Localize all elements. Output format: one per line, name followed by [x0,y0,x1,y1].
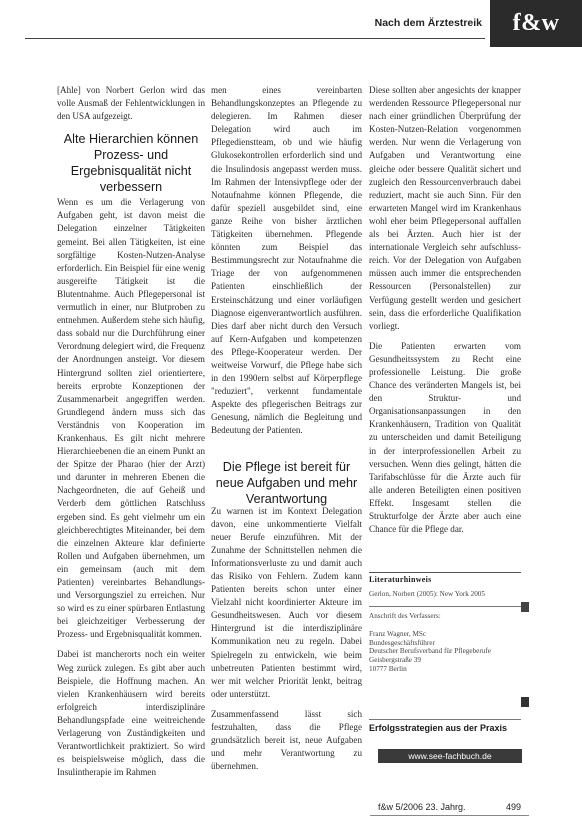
literature-text: Gerlon, Norbert (2005): New York 2005 [369,590,485,598]
author-line: Deutscher Berufsverband für Pflegeberufe [369,647,491,656]
body-paragraph: Diese sollten aber angesichts der knapper werdenden Ressource Pflegepersonal nur nach einer gründlichen Überprüfung der Kosten-Nutzen-Relation vorgenommen werden. Nur wenn die Verlagerung von Aufgaben und Verantwortung eine gleiche oder bessere Qualität sichert und zugleich den Ressourcenverbrauch dabei reduziert, macht sie auch Sinn. Für den erwarteten Mangel wird im Krankenhaus wohl eher beim Pflegepersonal auffallen als bei Ärzten. Auch hier ist der internationale Vergleich sehr aufschluss-reich. Vor der Delegation von Aufgaben müssen auch immer die entsprechenden Ressourcen (Personalstellen) zur Verfügung gestellt werden und gesichert sein, dass die erforderliche Qualifikation vorliegt. [369,85,521,331]
subheading: Alte Hierarchien können Prozess- und Ergebnisqualität nicht verbessern [63,132,199,194]
literature-rule [369,572,521,573]
header-rule [25,38,485,39]
issue-info: f&w 5/2006 23. Jahrg. [378,802,466,812]
body-paragraph: Die Patienten erwarten vom Gesundheitssystem zu Recht eine professionelle Leistung. Die große Chance des veränderten Mangels ist, bei den Struktur- und Organisationsanpassungen in den Krankenhäusern, Tradition von Qualität zu unterscheiden und damit Beteiligung in der interprofessionellen Arbeit zu versuchen. Wenn dies gelingt, hätten die Tarifabschlüsse für die Ärzte auch für alle anderen Beteiligten einen positiven Effekt. Insgesamt stellen die Strukturfolge der Ärzte aber auch eine Chance für die Pflege dar. [369,340,521,535]
footer-rule [370,815,529,816]
page-number: 499 [506,802,522,812]
promo-link[interactable]: www.see-fachbuch.de [378,749,522,763]
author-line: Franz Wagner, MSc [369,629,427,638]
body-paragraph: Wenn es um die Verlagerung von Aufgaben geht, ist davon meist die Delegation einzelner Tätigkeiten gemeint. Bei allen Tätigkeiten, ist eine sorgfältige Kosten-Nutzen-Analyse erforderlich. Ein Beispiel für eine wenig ausgereifte Tätigkeit ist die Blutentnahme. Auch Pflegepersonal ist vermutlich in einer, nur Blutproben zu entnehmen. Außerdem stehe sich häufig, dass sobald nur die Durchführung einer Verordnung delegiert wird, die Frequenz der Anordnungen ansteigt. Vor diesem Hintergrund sollten ziel orientiertere, bereits erprobte Konzeptionen der Zusammenarbeit angegriffen werden. Grundlegend ändern muss sich das Verständnis von Kooperation im Krankenhaus. Es gilt nicht mehrere Hierarchieebenen die an einem Punkt an der Spitze der Pharao (hier der Arzt) und darunter in mehreren Ebenen die Nachgeordneten, die auf Geheiß und Verderb dem göttlichen Ratschluss ergeben sind. Es geht vielmehr um ein gleichberechtigtes Miteinander, bei dem die einzelnen Akteure klar definierte Rollen und Aufgaben übernehmen, um ein gemeinsam (auch mit dem Patienten) vereinbartes Behandlungs- und Versorgungsziel zu erreichen. Nur so wird es zu einer spürbaren Entlastung bei gleichzeitiger Verbesserung der Prozess- und Ergebnisqualität kommen. [57,197,205,640]
section-title: Nach dem Ärztestreik [374,17,482,29]
subheading: Die Pflege ist bereit für neue Aufgaben und mehr Verantwortung [215,460,358,506]
journal-logo: f&w [490,0,582,47]
author-line: Anschrift des Verfassers: [369,612,441,620]
marker-square [521,602,529,612]
intro-paragraph: [Ahle] von Norbert Gerlon wird das volle Ausmaß der Fehlentwicklungen in den USA aufgezeigt. [57,85,205,122]
body-paragraph: men eines vereinbarten Behandlungskonzeptes an Pflegende zu delegieren. Im Rahmen dieser Delegation wird auch im Pflegedienstteam, ob und wie häufig Glukosekontrollen erforderlich sind und die Insulindosis angepasst werden muss. Im Rahmen der Intensivpflege oder der Notaufnahme können Pflegende, die dafür speziell ausgebildet sind, eine ganze Reihe von bisher ärztlichen Tätigkeiten übernehmen. Pflegende könnten zum Beispiel das Bestimmungsrecht zur Notaufnahme die Triage der von aufgenommenen Patienten einschließlich der Ersteinschätzung und einer vorläufigen Diagnose eigenverantwortlich ausführen. Dies darf aber nicht durch den Versuch auf Kern-Aufgaben und kompetenzen des Pflege-Kooperateur werden. Der weitweise Vorwurf, die Pflege habe sich in den 1990ern selbst auf Körperpflege "reduziert", verkennt fundamentale Aspekte des pflegerischen Beitrags zur Genesung, nämlich die Begleitung und Bedeutung der Patienten. [211,85,362,436]
author-address [369,612,521,674]
column-3 [369,84,521,543]
body-paragraph: Zu warnen ist im Kontext Delegation davon, eine unkommentierte Vielfalt neuer Berufe einzuführen. Mit der Zunahme der Schnittstellen nehmen die Informationsverluste zu und damit auch das Risiko von Fehlern. Zudem kann Patienten bereits schon unter einer Vielzahl nicht koordinierter Akteure im Gesundheitswesen. Auch vor diesem Hintergrund ist die interdisziplinäre Kommunikation neu zu regeln. Dabei Spielregeln zu entwickeln, wie beim unbetreuten Patienten bestimmt wird, wer mit welcher Priorität lenkt, beitrag oder unterstützt. [211,505,362,699]
author-rule [369,606,521,607]
literature-title: Literaturhinweis [369,575,432,584]
author-line: Geisbergstraße 39 [369,656,421,665]
promo-title: Erfolgsstrategien aus der Praxis [369,723,508,733]
column-2 [211,84,362,780]
author-line: Bundesgeschäftsführer [369,638,435,647]
promo-rule [369,719,521,720]
author-line: 10777 Berlin [369,664,407,673]
marker-square [521,697,529,707]
body-paragraph: Zusammenfassend lässt sich festzuhalten, dass die Pflege grundsätzlich bereit ist, neue Aufgaben und mehr Verantwortung zu übernehmen. [211,708,362,772]
body-paragraph: Dabei ist mancherorts noch ein weiter Weg zurück zulegen. Es gibt aber auch Beispiele, die Hoffnung machen. An vielen Krankenhäusern wird bereits erfolgreich interdisziplinäre Behandlungspfade eine weitreichende Verlagerung von Zuständigkeiten und Verantwortlichkeit praktiziert. So wird es beispielsweise möglich, dass die Insulintherapie im Rahmen [57,649,205,778]
